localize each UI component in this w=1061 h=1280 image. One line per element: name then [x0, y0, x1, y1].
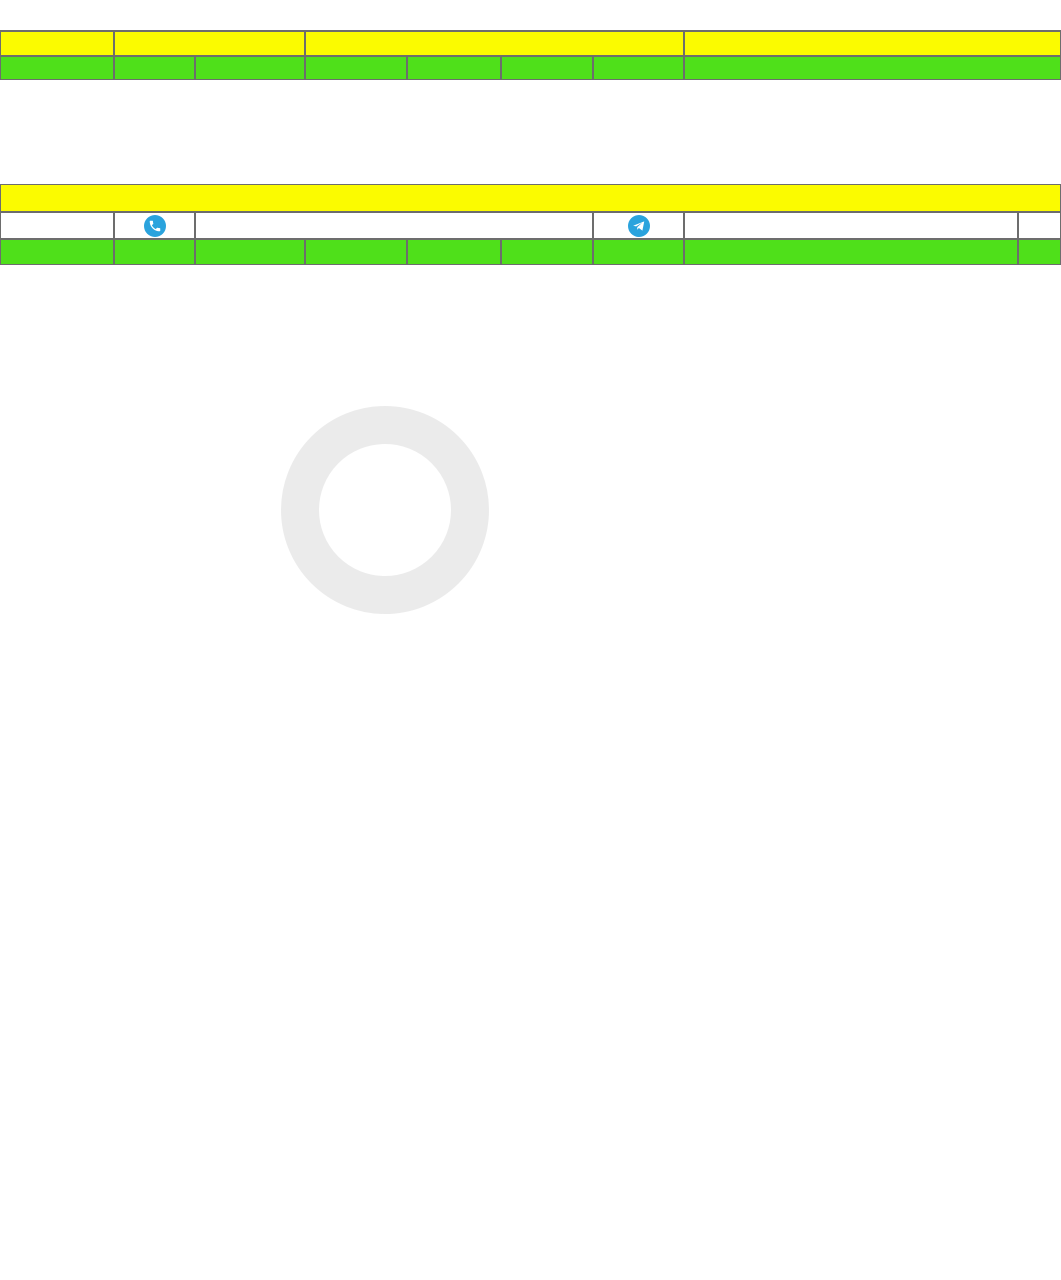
contact-phone[interactable] [195, 212, 593, 239]
header2-date-3 [407, 239, 501, 265]
header2-date-4 [305, 239, 407, 265]
header2-amount-rial [195, 239, 305, 265]
sheet-title [0, 0, 1061, 31]
header2-date-2 [501, 239, 593, 265]
header2-percent [114, 239, 195, 265]
contact-phone-icon-cell [114, 212, 195, 239]
header2-product [684, 239, 1018, 265]
header-date-4 [305, 56, 407, 80]
contact-blank-left [0, 212, 114, 239]
section-title [0, 184, 1061, 212]
header-date-2 [501, 56, 593, 80]
header-product-blank [684, 31, 1061, 56]
header-trend-group [305, 31, 684, 56]
header-changes-group [114, 31, 305, 56]
header-date-3 [407, 56, 501, 80]
agah-watermark-logo [280, 380, 750, 710]
header-amount-usd [195, 56, 305, 80]
telegram-icon[interactable] [628, 215, 650, 237]
contact-telegram[interactable] [684, 212, 1018, 239]
header2-date-1 [593, 239, 684, 265]
header-date-1 [593, 56, 684, 80]
viber-phone-icon[interactable] [144, 215, 166, 237]
header-product-small [684, 56, 1061, 80]
contact-telegram-icon-cell [593, 212, 684, 239]
header-chart-blank [0, 31, 114, 56]
header2-row-index [1018, 239, 1061, 265]
header-percent [114, 56, 195, 80]
contact-blank-right [1018, 212, 1061, 239]
header-chart [0, 56, 114, 80]
header2-chart [0, 239, 114, 265]
